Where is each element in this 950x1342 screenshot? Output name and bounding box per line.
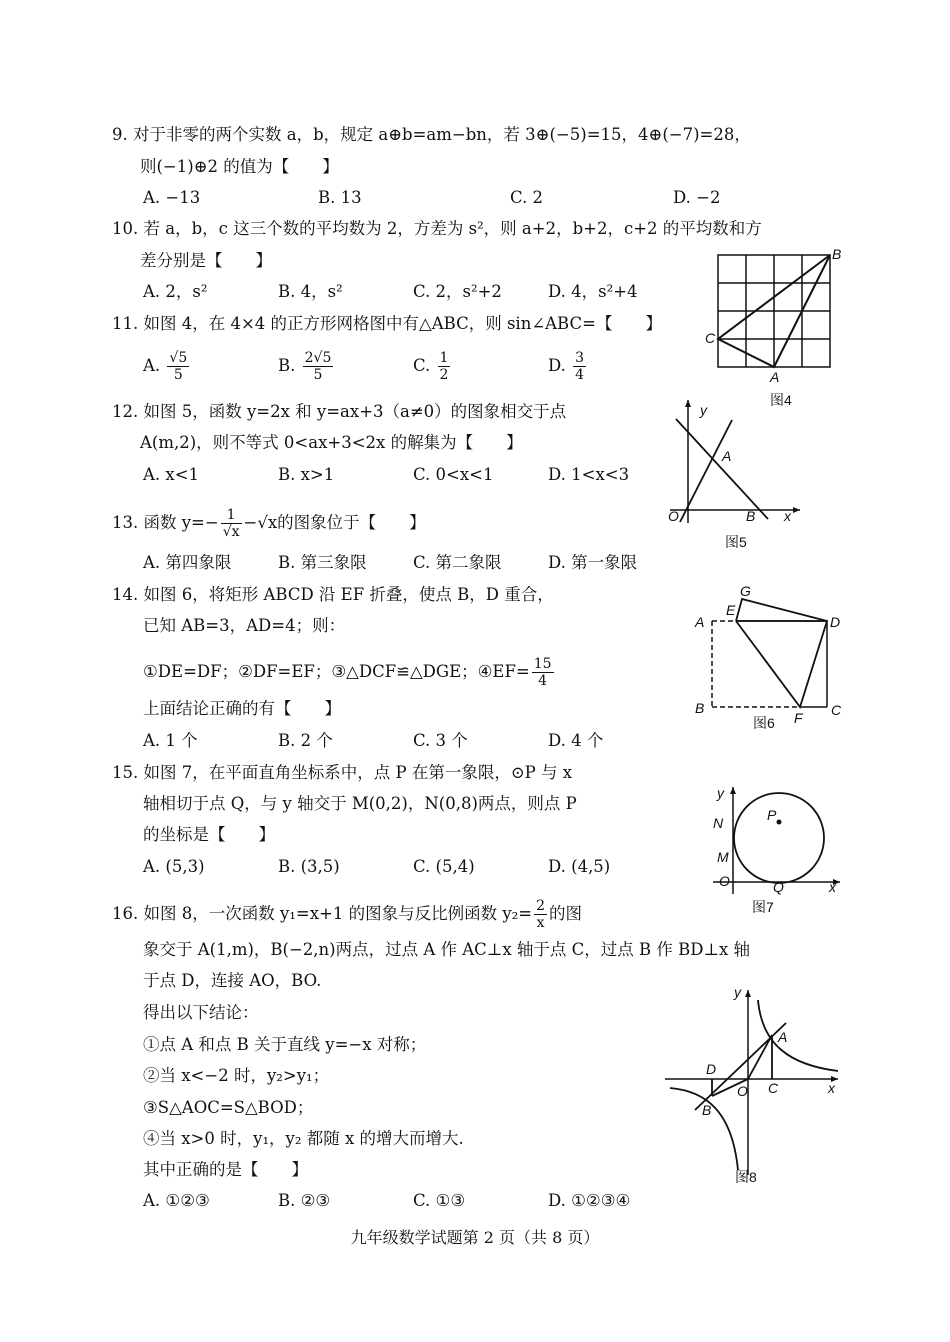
- fig8-label-x: x: [828, 1080, 835, 1096]
- q16-option-d: D. ①②③④: [548, 1191, 631, 1210]
- fig6-label-d: D: [830, 614, 841, 630]
- q15-line-3: 的坐标是【 】: [143, 825, 275, 844]
- fig8-axes: [665, 990, 838, 1175]
- fig6-label-c: C: [831, 702, 842, 718]
- q15-line-1: 15. 如图 7，在平面直角坐标系中，点 P 在第一象限，⊙P 与 x: [112, 763, 573, 782]
- q13-line-1: [112, 507, 426, 540]
- q11-option-a: [143, 350, 191, 383]
- fig4-caption: 图4: [770, 392, 792, 408]
- figure-8: [660, 985, 850, 1190]
- q14-fraction: $\frac{15}{4}$: [533, 656, 552, 689]
- q13-text-end: −√x的图象位于【 】: [243, 513, 426, 532]
- q15-line-2: 轴相切于点 Q，与 y 轴交于 M(0,2)，N(0,8)两点，则点 P: [143, 794, 577, 813]
- q11-option-b: [278, 350, 335, 383]
- q13-option-b: B. 第三象限: [278, 553, 367, 572]
- fig5-label-y: y: [700, 402, 707, 418]
- q9-option-d: D. −2: [673, 188, 721, 207]
- q9-option-c: C. 2: [510, 188, 544, 207]
- fig8-label-o: O: [737, 1083, 748, 1099]
- fig5-label-x: x: [784, 508, 791, 524]
- q15-option-d: D. (4,5): [548, 857, 611, 876]
- q16-line-7: ③S△AOC=S△BOD；: [143, 1098, 314, 1117]
- fig8-curves: [670, 1000, 838, 1170]
- q16-option-a: A. ①②③: [143, 1191, 210, 1210]
- fig6-label-g: G: [740, 583, 751, 599]
- q16-line-3: 于点 D，连接 AO，BO.: [143, 971, 322, 990]
- fig7-axes: [713, 787, 840, 894]
- q11-option-d-label: D.: [548, 356, 566, 375]
- q10-line-1: 10. 若 a，b，c 这三个数的平均数为 2，方差为 s²，则 a+2，b+2，c+2 的平均数和方: [112, 219, 762, 238]
- q16-line-8: ④当 x>0 时，y₁，y₂ 都随 x 的增大而增大.: [143, 1129, 464, 1148]
- fig8-y-arrow: [745, 990, 751, 997]
- q14-line-1: 14. 如图 6，将矩形 ABCD 沿 EF 折叠，使点 B，D 重合，: [112, 585, 554, 604]
- q11-option-a-label: A.: [143, 356, 161, 375]
- fig5-x-arrow: [793, 507, 800, 513]
- q11-option-a-fraction: $\frac{√5}{5}$: [169, 350, 188, 383]
- q11-option-d: [548, 350, 588, 383]
- q10-option-b: B. 4，s²: [278, 282, 343, 301]
- fig5-lines: [676, 419, 768, 522]
- fig8-label-y: y: [734, 984, 741, 1000]
- fig4-label-a: A: [770, 369, 780, 385]
- figure-4: [700, 245, 850, 415]
- page-footer: 九年级数学试题第 2 页（共 8 页）: [350, 1228, 600, 1247]
- q10-option-c: C. 2，s²+2: [413, 282, 502, 301]
- fig7-label-n: N: [713, 815, 724, 831]
- q14-line-3: [143, 656, 556, 689]
- q13-option-d: D. 第一象限: [548, 553, 638, 572]
- q16-line-2: 象交于 A(1,m)，B(−2,n)两点，过点 A 作 AC⊥x 轴于点 C，过点 B 作 BD⊥x 轴: [143, 940, 751, 959]
- q13-option-a: A. 第四象限: [143, 553, 232, 572]
- fig7-label-m: M: [717, 849, 729, 865]
- figure-6: [690, 583, 850, 743]
- q14-option-a: A. 1 个: [143, 731, 198, 750]
- q15-option-c: C. (5,4): [413, 857, 475, 876]
- q13-option-c: C. 第二象限: [413, 553, 502, 572]
- q16-line-4: 得出以下结论：: [143, 1003, 259, 1022]
- fig7-label-q: Q: [773, 879, 784, 895]
- fig8-label-c: C: [768, 1080, 779, 1096]
- q10-option-d: D. 4，s²+4: [548, 282, 638, 301]
- q11-option-c-label: C.: [413, 356, 431, 375]
- fig7-label-x: x: [829, 879, 836, 895]
- fig4-grid: [718, 255, 830, 367]
- q14-conclusions: ①DE=DF；②DF=EF；③△DCF≌△DGE；④EF=: [143, 662, 530, 681]
- fig6-label-a: A: [695, 614, 705, 630]
- q14-option-c: C. 3 个: [413, 731, 468, 750]
- fig7-label-o: O: [719, 873, 730, 889]
- q16-fraction: $\frac{2}{x}$: [536, 898, 546, 931]
- q12-line-1: 12. 如图 5，函数 y=2x 和 y=ax+3（a≠0）的图象相交于点: [112, 402, 567, 421]
- q16-line-1: [112, 898, 582, 931]
- fig4-label-c: C: [705, 330, 716, 346]
- q16-option-c: C. ①③: [413, 1191, 466, 1210]
- fig7-caption: 图7: [752, 899, 774, 915]
- fig5-label-o: O: [668, 508, 679, 524]
- fig5-caption: 图5: [725, 534, 747, 550]
- fig6-label-b: B: [695, 700, 705, 716]
- fig6-rect: [712, 621, 827, 707]
- fig6-label-f: F: [794, 710, 803, 726]
- q16-text-end: 的图: [549, 904, 583, 923]
- fig6-label-e: E: [726, 602, 736, 618]
- q11-option-b-fraction: $\frac{2√5}{5}$: [304, 350, 332, 383]
- q12-option-b: B. x>1: [278, 465, 335, 484]
- figure-7: [705, 782, 850, 922]
- q14-line-4: 上面结论正确的有【 】: [143, 699, 341, 718]
- q10-option-a: A. 2，s²: [143, 282, 208, 301]
- q15-option-b: B. (3,5): [278, 857, 340, 876]
- fig5-label-b: B: [746, 508, 756, 524]
- q16-line-6: ②当 x<−2 时，y₂>y₁；: [143, 1066, 330, 1085]
- fig4-label-b: B: [832, 246, 842, 262]
- fig8-label-a: A: [778, 1029, 788, 1045]
- fig5-label-a: A: [722, 448, 732, 464]
- q11-option-c: [413, 350, 452, 383]
- fig5-y-arrow: [685, 400, 691, 407]
- fig6-fold: [736, 599, 827, 707]
- figure-5: [660, 395, 810, 555]
- fig8-caption: 图8: [735, 1169, 757, 1185]
- q12-option-c: C. 0<x<1: [413, 465, 494, 484]
- q11-line-1: 11. 如图 4，在 4×4 的正方形网格图中有△ABC，则 sin∠ABC=【 】: [112, 314, 662, 333]
- q16-line-9: 其中正确的是【 】: [143, 1160, 308, 1179]
- q16-line-5: ①点 A 和点 B 关于直线 y=−x 对称；: [143, 1035, 427, 1054]
- q12-option-a: A. x<1: [143, 465, 200, 484]
- q13-fraction: $\frac{1}{√x}$: [222, 507, 240, 540]
- fig7-circle: [734, 793, 824, 883]
- q11-option-d-fraction: $\frac{3}{4}$: [575, 350, 585, 383]
- q16-option-b: B. ②③: [278, 1191, 331, 1210]
- fig7-y-arrow: [730, 787, 736, 794]
- q10-line-2: 差分别是【 】: [140, 251, 272, 270]
- q15-option-a: A. (5,3): [143, 857, 205, 876]
- fig8-label-b: B: [702, 1102, 712, 1118]
- q16-text-start: 16. 如图 8，一次函数 y₁=x+1 的图象与反比例函数 y₂=: [112, 904, 533, 923]
- fig8-label-d: D: [706, 1061, 717, 1077]
- q13-text-start: 13. 函数 y=−: [112, 513, 219, 532]
- q9-option-a: A. −13: [143, 188, 201, 207]
- fig7-label-y: y: [717, 785, 724, 801]
- fig6-caption: 图6: [753, 715, 775, 731]
- fig7-center-point: [777, 820, 782, 825]
- q9-line-2: 则(−1)⊕2 的值为【 】: [140, 157, 339, 176]
- q11-option-c-fraction: $\frac{1}{2}$: [439, 350, 449, 383]
- q12-option-d: D. 1<x<3: [548, 465, 630, 484]
- q14-option-b: B. 2 个: [278, 731, 333, 750]
- q12-line-2: A(m,2)，则不等式 0<ax+3<2x 的解集为【 】: [140, 433, 523, 452]
- q9-line-1: 9. 对于非零的两个实数 a，b，规定 a⊕b=am−bn，若 3⊕(−5)=15，4⊕(−7)=28，: [112, 125, 751, 144]
- fig7-label-p: P: [767, 807, 777, 823]
- q14-line-2: 已知 AB=3，AD=4；则：: [143, 616, 346, 635]
- q14-option-d: D. 4 个: [548, 731, 604, 750]
- q11-option-b-label: B.: [278, 356, 296, 375]
- q9-option-b: B. 13: [318, 188, 362, 207]
